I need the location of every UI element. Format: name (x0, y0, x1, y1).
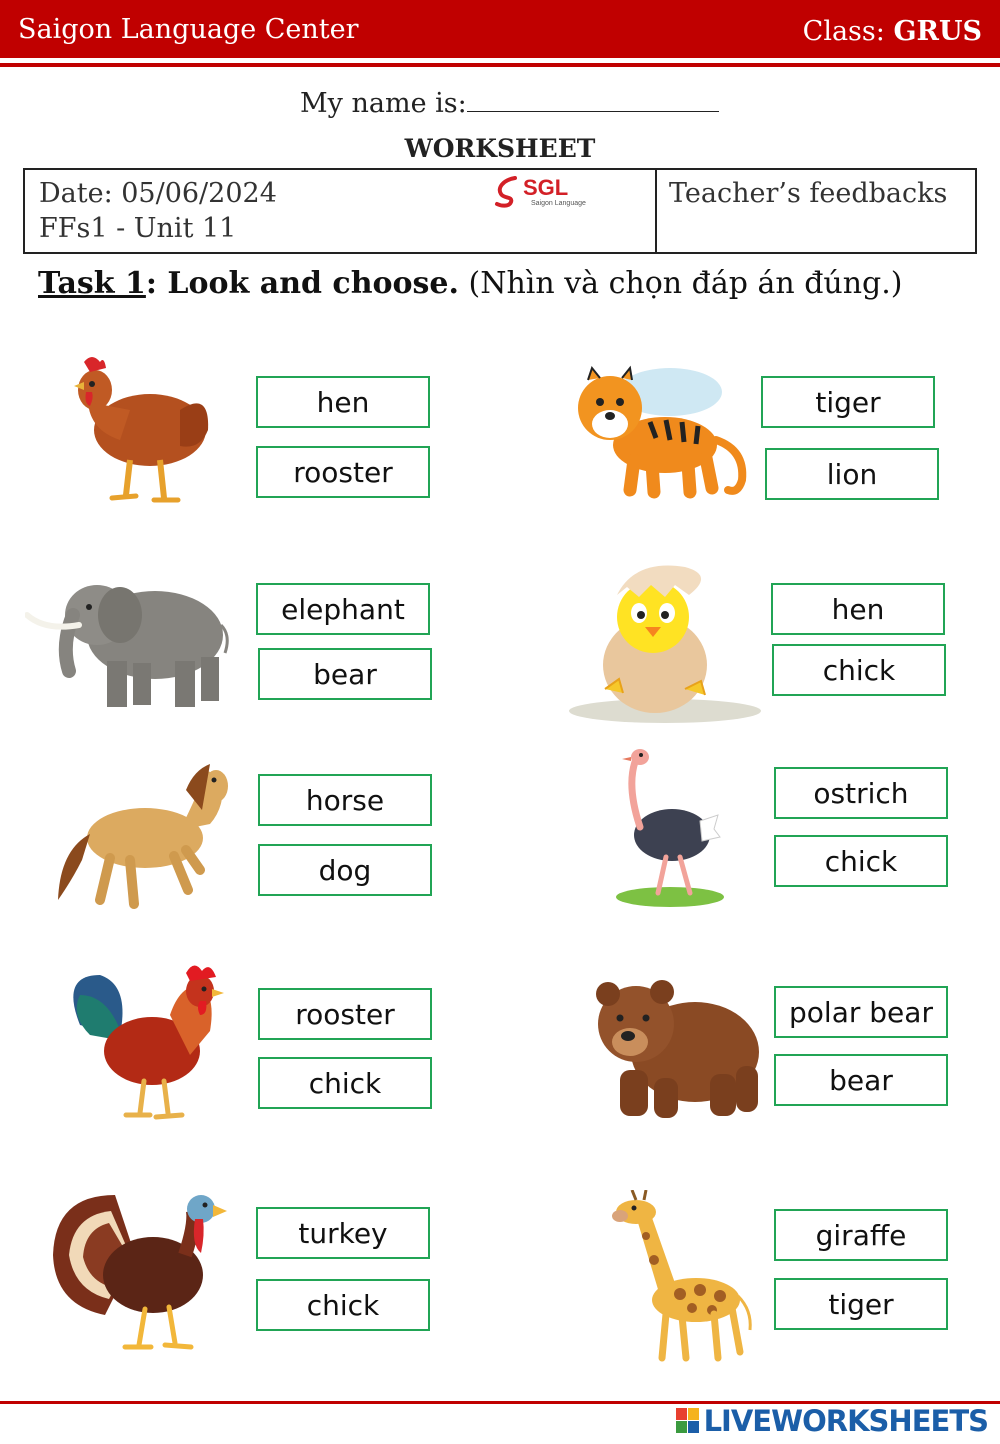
option-dog[interactable]: dog (258, 844, 432, 896)
option-turkey[interactable]: turkey (256, 1207, 430, 1259)
class-name: GRUS (893, 16, 982, 47)
tiger-picture (570, 350, 755, 510)
task-translation: (Nhìn và chọn đáp án đúng.) (458, 266, 903, 301)
option-chick[interactable]: chick (258, 1057, 432, 1109)
option-rooster[interactable]: rooster (256, 446, 430, 498)
option-giraffe[interactable]: giraffe (774, 1209, 948, 1261)
task-label: Task 1 (38, 266, 146, 301)
date-text: Date: 05/06/2024 (39, 178, 277, 209)
option-ostrich[interactable]: ostrich (774, 767, 948, 819)
hen-picture (60, 350, 220, 510)
option-polar-bear[interactable]: polar bear (774, 986, 948, 1038)
unit-text: FFs1 - Unit 11 (39, 213, 237, 244)
option-rooster[interactable]: rooster (258, 988, 432, 1040)
name-prompt: My name is: (300, 88, 719, 119)
feedback-label: Teacher’s feedbacks (669, 178, 948, 209)
bear-picture (590, 970, 765, 1125)
option-bear[interactable]: bear (258, 648, 432, 700)
worksheet-title: WORKSHEET (404, 134, 596, 163)
option-lion[interactable]: lion (765, 448, 939, 500)
liveworksheets-logo: LIVEWORKSHEETS (676, 1404, 988, 1438)
option-chick[interactable]: chick (256, 1279, 430, 1331)
sgl-logo: SGL Saigon Language (493, 174, 597, 210)
class-label: Class: GRUS (802, 16, 982, 47)
option-chick[interactable]: chick (774, 835, 948, 887)
rooster-picture (60, 955, 230, 1125)
option-tiger[interactable]: tiger (761, 376, 935, 428)
header-rule (0, 63, 1000, 67)
turkey-picture (45, 1175, 235, 1360)
elephant-picture (25, 565, 235, 715)
option-bear[interactable]: bear (774, 1054, 948, 1106)
option-elephant[interactable]: elephant (256, 583, 430, 635)
info-box (23, 168, 977, 254)
liveworksheets-badge-icon (676, 1408, 700, 1434)
task-instruction: : Look and choose. (145, 266, 459, 301)
option-hen[interactable]: hen (256, 376, 430, 428)
horse-picture (50, 750, 230, 915)
giraffe-picture (610, 1190, 760, 1365)
option-tiger[interactable]: tiger (774, 1278, 948, 1330)
sgl-swirl-icon (493, 174, 523, 210)
option-hen[interactable]: hen (771, 583, 945, 635)
option-horse[interactable]: horse (258, 774, 432, 826)
name-input-line[interactable] (467, 90, 719, 112)
option-chick[interactable]: chick (772, 644, 946, 696)
info-divider (655, 170, 657, 252)
task-heading (38, 266, 903, 301)
ostrich-picture (610, 745, 725, 910)
center-name: Saigon Language Center (18, 14, 359, 45)
chick-picture (565, 555, 765, 725)
